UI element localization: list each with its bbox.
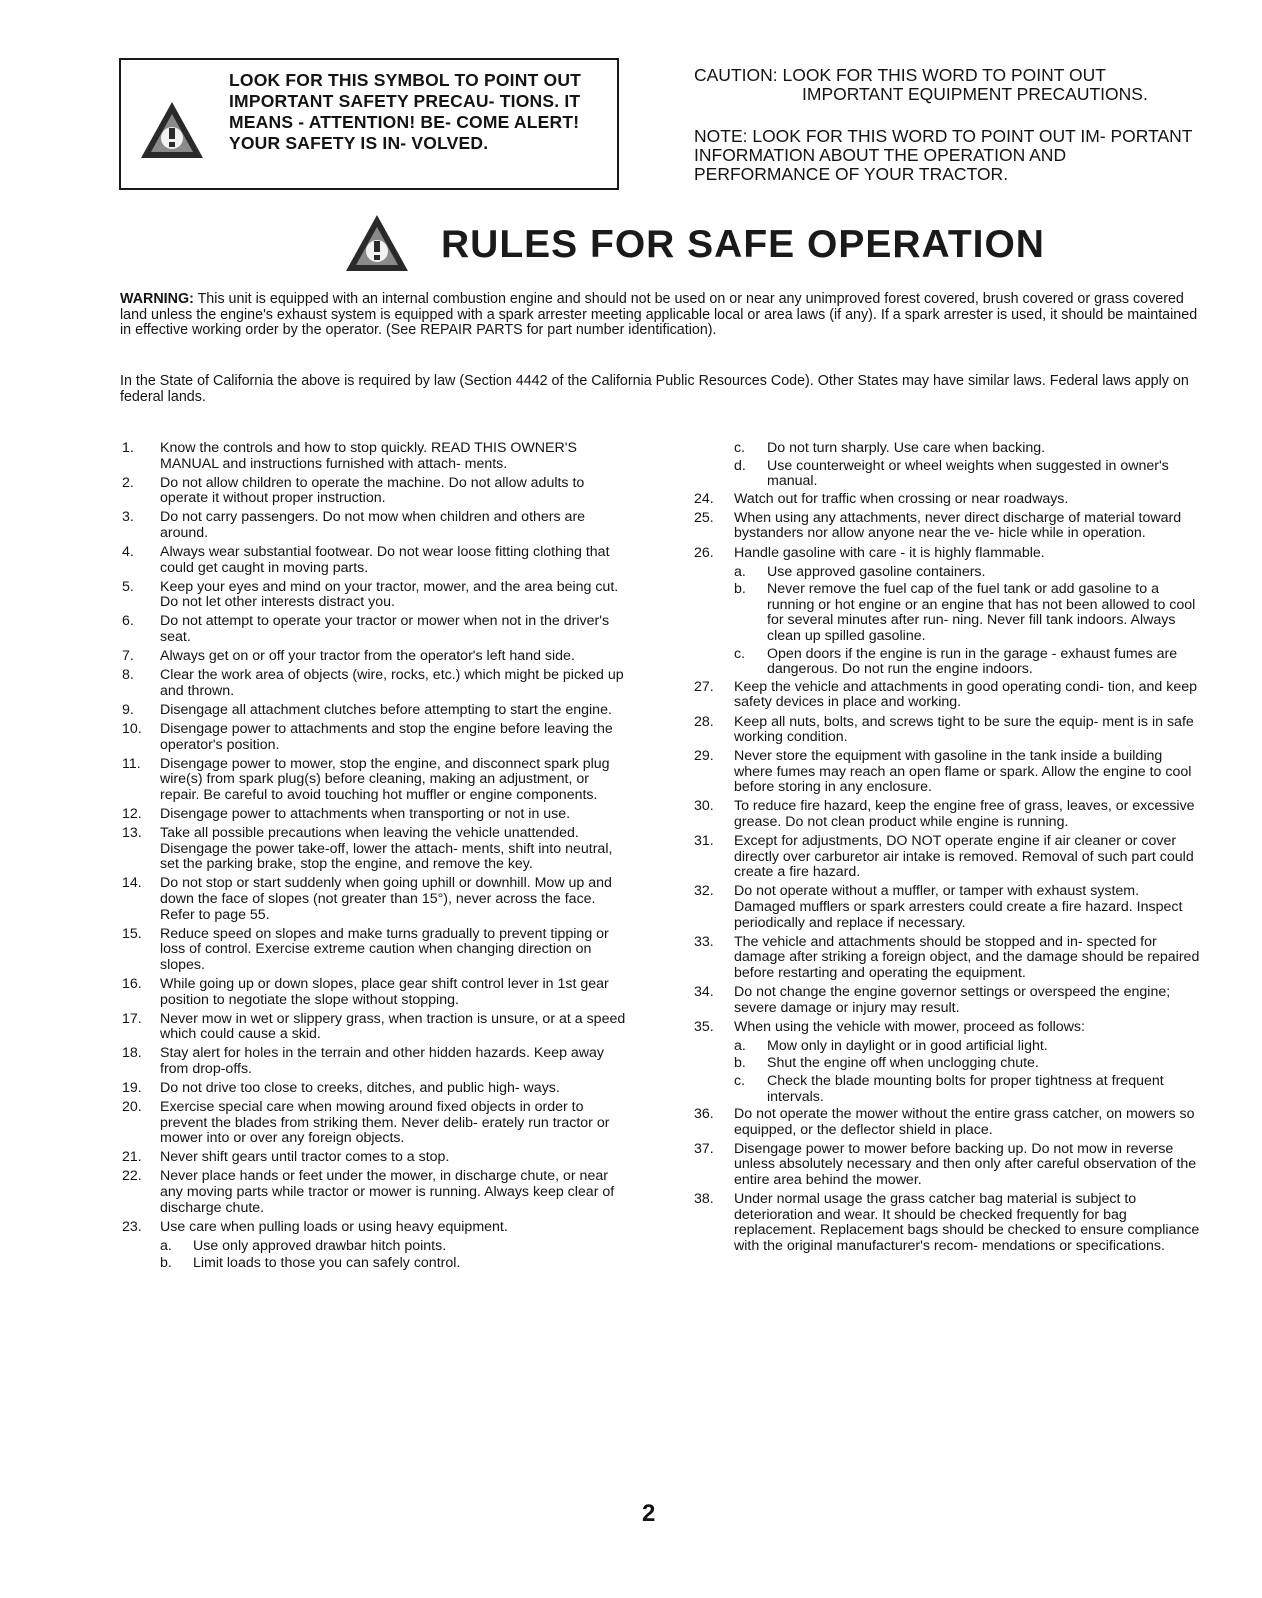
subitem-text: Do not turn sharply. Use care when backing.	[767, 440, 1046, 456]
note-definition: NOTE: LOOK FOR THIS WORD TO POINT OUT IM- PORTANT INFORMATION ABOUT THE OPERATION AND PERFORMANCE OF YOUR TRACTOR.	[694, 126, 1193, 184]
rule-text: Under normal usage the grass catcher bag material is subject to deterioration and wear. It should be checked frequently for bag replacement. Replacement bags should be checked to ensure compliance with the original manufacturer's recom- mendations or specifications.	[734, 1191, 1200, 1254]
rule-text: Disengage power to attachments when transporting or not in use.	[160, 805, 571, 822]
rule-item	[120, 1220, 632, 1236]
rule-number: 13.	[122, 825, 142, 842]
rule-subitem	[694, 1056, 1204, 1072]
rule-number: 33.	[694, 933, 714, 950]
subitem-letter: c.	[734, 1072, 746, 1089]
rule-text: Disengage all attachment clutches before attempting to start the engine.	[160, 701, 612, 718]
rule-item	[120, 722, 632, 753]
rule-text: Do not change the engine governor settings or overspeed the engine; severe damage or injury may result.	[734, 984, 1171, 1016]
rule-number: 29.	[694, 748, 714, 765]
rule-text: Do not allow children to operate the machine. Do not allow adults to operate it without proper instruction.	[160, 474, 585, 507]
rule-item	[120, 476, 632, 507]
rule-number: 26.	[694, 544, 714, 561]
rule-text: Keep your eyes and mind on your tractor, mower, and the area being cut. Do not let other interests distract you.	[160, 578, 619, 611]
subitem-letter: c.	[734, 440, 746, 456]
rule-number: 32.	[694, 883, 714, 900]
rule-item	[120, 649, 632, 665]
rule-item	[694, 546, 1204, 562]
rule-number: 38.	[694, 1191, 714, 1208]
rule-text: Exercise special care when mowing around fixed objects in order to prevent the blades from striking them. Never delib- erately run tractor or mower into or over any foreign objects.	[160, 1099, 610, 1147]
rule-text: Never place hands or feet under the mower, in discharge chute, or near any moving parts while tractor or mower is running. Always keep clear of discharge chute.	[160, 1168, 615, 1216]
rule-subitem	[120, 1239, 632, 1255]
rule-text: Know the controls and how to stop quickly. READ THIS OWNER'S MANUAL and instructions furnished with attach- ments.	[160, 440, 577, 472]
rule-text: Do not carry passengers. Do not mow when children and others are around.	[160, 509, 586, 541]
rule-item	[694, 985, 1204, 1016]
page-title: RULES FOR SAFE OPERATION	[441, 223, 1045, 266]
rules-right-column	[694, 441, 1204, 1258]
rule-text: While going up or down slopes, place gear shift control lever in 1st gear position to negotiate the slope without stopping.	[160, 975, 609, 1008]
rule-text: Always get on or off your tractor from the operator's left hand side.	[160, 648, 575, 665]
rule-item	[120, 977, 632, 1008]
rule-number: 15.	[122, 925, 142, 942]
rule-item	[694, 1142, 1204, 1189]
rule-text: Never mow in wet or slippery grass, when traction is unsure, or at a speed which could cause a skid.	[160, 1010, 626, 1043]
rule-number: 36.	[694, 1106, 714, 1123]
rule-item	[120, 545, 632, 576]
rule-text: When using the vehicle with mower, proceed as follows:	[734, 1018, 1085, 1035]
rule-item	[120, 826, 632, 873]
rule-item	[120, 1081, 632, 1097]
rule-item	[120, 1046, 632, 1077]
page-title-row	[344, 213, 1045, 277]
rule-number: 28.	[694, 713, 714, 730]
rule-text: Disengage power to attachments and stop the engine before leaving the operator's position.	[160, 721, 613, 753]
subitem-text: Use only approved drawbar hitch points.	[193, 1237, 447, 1254]
rule-item	[694, 749, 1204, 796]
subitem-letter: d.	[734, 457, 746, 474]
subitem-letter: b.	[734, 1055, 746, 1072]
rule-text: Stay alert for holes in the terrain and other hidden hazards. Keep away from drop-offs.	[160, 1045, 605, 1077]
subitem-letter: a.	[160, 1237, 172, 1254]
rule-number: 17.	[122, 1010, 142, 1027]
california-law-paragraph: In the State of California the above is required by law (Section 4442 of the California Public Resources Code). Other States may have similar laws. Federal laws apply on federal lands.	[120, 373, 1189, 405]
subitem-letter: b.	[160, 1255, 172, 1272]
rule-text: Do not operate without a muffler, or tamper with exhaust system. Damaged mufflers or spark arresters could create a fire hazard. Inspect periodically and replace if necessary.	[734, 883, 1183, 931]
rule-text: Reduce speed on slopes and make turns gradually to prevent tipping or loss of control. Exercise extreme caution when changing direction on slopes.	[160, 925, 609, 973]
rule-text: Do not stop or start suddenly when going uphill or downhill. Mow up and down the face of slopes (not greater than 15°), never across the face. Refer to page 55.	[160, 875, 612, 923]
rule-text: To reduce fire hazard, keep the engine free of grass, leaves, or excessive grease. Do not clean product while engine is running.	[734, 798, 1195, 831]
subitem-letter: c.	[734, 645, 746, 662]
rule-text: Use care when pulling loads or using heavy equipment.	[160, 1218, 508, 1235]
rule-text: Keep all nuts, bolts, and screws tight to be sure the equip- ment is in safe working condition.	[734, 713, 1194, 746]
rule-item	[694, 1107, 1204, 1138]
rule-text: Keep the vehicle and attachments in good operating condi- tion, and keep safety devices in place and working.	[734, 678, 1197, 711]
rule-number: 4.	[122, 544, 134, 561]
subitem-text: Mow only in daylight or in good artificial light.	[767, 1037, 1048, 1054]
subitem-letter: b.	[734, 581, 746, 598]
subitem-text: Shut the engine off when unclogging chute.	[767, 1055, 1039, 1072]
rule-item	[120, 580, 632, 611]
rule-number: 27.	[694, 678, 714, 695]
rule-subitem	[120, 1256, 632, 1272]
rule-text: Take all possible precautions when leaving the vehicle unattended. Disengage the power take-off, lower the attach- ments, shift into neutral, set the parking brake, stop the engine, and remove the key.	[160, 825, 613, 873]
rule-item	[694, 1192, 1204, 1254]
rule-text: Do not operate the mower without the entire grass catcher, on mowers so equipped, or the deflector shield in place.	[734, 1106, 1195, 1138]
rule-item	[120, 1012, 632, 1043]
safety-alert-icon	[344, 213, 410, 273]
caution-definition	[694, 66, 1206, 104]
rule-number: 37.	[694, 1140, 714, 1157]
rule-number: 35.	[694, 1018, 714, 1035]
safety-symbol-text: LOOK FOR THIS SYMBOL TO POINT OUT IMPORTANT SAFETY PRECAU- TIONS. IT MEANS - ATTENTION! BE- COME ALERT! YOUR SAFETY IS IN- VOLVED.	[229, 70, 582, 153]
subitem-text: Use counterweight or wheel weights when suggested in owner's manual.	[767, 457, 1169, 490]
rule-number: 10.	[122, 721, 142, 737]
rule-item	[120, 1150, 632, 1166]
subitem-text: Never remove the fuel cap of the fuel tank or add gasoline to a running or hot engine or an engine that has not been allowed to cool for several minutes after run- ning. Never fill tank indoors. Always clean up spilled gasoline.	[767, 581, 1196, 645]
rule-number: 14.	[122, 875, 142, 892]
caution-line-1: CAUTION: LOOK FOR THIS WORD TO POINT OUT	[694, 65, 1106, 85]
subitem-text: Check the blade mounting bolts for proper tightness at frequent intervals.	[767, 1072, 1164, 1105]
warning-text: This unit is equipped with an internal combustion engine and should not be used on or near any unimproved forest covered, brush covered or grass covered land unless the engine's exhaust system is equipped with a spark arrester meeting applicable local or area laws (if any). If a spark arrester is used, it should be maintained in effective working order by the operator. (See REPAIR PARTS for part number identification).	[120, 291, 1198, 339]
rule-text: Clear the work area of objects (wire, rocks, etc.) which might be picked up and thrown.	[160, 667, 624, 699]
rule-text: Do not drive too close to creeks, ditches, and public high- ways.	[160, 1079, 560, 1096]
rule-text: Disengage power to mower, stop the engine, and disconnect spark plug wire(s) from spark plug(s) before cleaning, making an adjustment, or repair. Be careful to avoid touching hot muffler or engine components.	[160, 755, 610, 803]
rule-number: 1.	[122, 440, 134, 456]
rule-text: Handle gasoline with care - it is highly flammable.	[734, 544, 1045, 561]
warning-paragraph	[120, 292, 1198, 339]
subitem-text: Open doors if the engine is run in the garage - exhaust fumes are dangerous. Do not run the engine indoors.	[767, 645, 1178, 678]
subitem-text: Limit loads to those you can safely control.	[193, 1255, 461, 1272]
rule-item	[694, 834, 1204, 881]
rule-item	[694, 680, 1204, 711]
rule-number: 5.	[122, 578, 134, 595]
rule-number: 23.	[122, 1218, 142, 1235]
safety-alert-icon	[139, 100, 205, 160]
rule-item	[120, 807, 632, 823]
rule-item	[120, 441, 632, 472]
rule-number: 20.	[122, 1099, 142, 1116]
rule-number: 6.	[122, 613, 134, 630]
rule-item	[120, 614, 632, 645]
rule-text: Never store the equipment with gasoline in the tank inside a building where fumes may reach an open flame or spark. Allow the engine to cool before storing in any enclosure.	[734, 748, 1192, 796]
rule-item	[120, 757, 632, 804]
subitem-text: Use approved gasoline containers.	[767, 563, 986, 580]
rule-number: 2.	[122, 474, 134, 491]
page-number: 2	[642, 1500, 656, 1527]
rule-number: 3.	[122, 509, 134, 526]
rule-text: When using any attachments, never direct discharge of material toward bystanders nor allow anyone near the ve- hicle while in operation.	[734, 509, 1182, 542]
rule-text: Do not attempt to operate your tractor or mower when not in the driver's seat.	[160, 613, 610, 646]
rule-text: Always wear substantial footwear. Do not wear loose fitting clothing that could get caught in moving parts.	[160, 544, 610, 576]
rule-number: 31.	[694, 833, 714, 850]
rule-text: Except for adjustments, DO NOT operate engine if air cleaner or cover directly over carburetor air intake is removed. Removal of such part could create a fire hazard.	[734, 833, 1194, 881]
rule-subitem	[694, 565, 1204, 581]
rule-subitem	[694, 582, 1204, 644]
rule-subitem	[694, 1074, 1204, 1105]
subitem-letter: a.	[734, 1037, 746, 1054]
rule-number: 19.	[122, 1079, 142, 1096]
rule-item	[694, 884, 1204, 931]
rule-number: 16.	[122, 975, 142, 992]
rule-item	[120, 876, 632, 923]
rule-text: Disengage power to mower before backing up. Do not mow in reverse unless absolutely necessary and then only after careful observation of the entire area behind the mower.	[734, 1140, 1197, 1189]
rule-text: Never shift gears until tractor comes to a stop.	[160, 1149, 450, 1166]
rule-item	[120, 668, 632, 699]
rule-number: 18.	[122, 1045, 142, 1062]
rule-item	[120, 510, 632, 541]
rule-number: 22.	[122, 1168, 142, 1185]
rule-subitem	[694, 1039, 1204, 1055]
rule-item	[120, 927, 632, 974]
rule-text: Watch out for traffic when crossing or near roadways.	[734, 490, 1069, 507]
rules-left-column	[120, 441, 632, 1274]
safety-symbol-box	[119, 58, 619, 190]
rule-number: 8.	[122, 667, 134, 684]
warning-label: WARNING:	[120, 291, 194, 307]
rule-number: 21.	[122, 1149, 142, 1166]
rule-number: 7.	[122, 648, 134, 665]
rule-number: 24.	[694, 490, 714, 507]
rule-item	[694, 799, 1204, 830]
rule-number: 11.	[122, 755, 141, 772]
rule-item	[694, 492, 1204, 508]
rule-subitem	[694, 441, 1204, 457]
rule-subitem	[694, 647, 1204, 678]
rule-item	[694, 935, 1204, 982]
rule-item	[694, 511, 1204, 542]
rule-subitem	[694, 459, 1204, 490]
subitem-letter: a.	[734, 563, 746, 580]
rule-item	[120, 1169, 632, 1216]
rule-item	[120, 703, 632, 719]
rule-text: The vehicle and attachments should be stopped and in- spected for damage after striking a foreign object, and the damage should be repaired before restarting and operating the equipment.	[734, 933, 1200, 981]
rule-number: 12.	[122, 805, 142, 822]
rule-item	[694, 1020, 1204, 1036]
caution-line-2: IMPORTANT EQUIPMENT PRECAUTIONS.	[802, 84, 1148, 104]
rule-number: 30.	[694, 798, 714, 815]
rule-item	[694, 715, 1204, 746]
rule-item	[120, 1100, 632, 1147]
rule-number: 9.	[122, 701, 134, 718]
rule-number: 25.	[694, 509, 714, 526]
rule-number: 34.	[694, 984, 714, 1000]
